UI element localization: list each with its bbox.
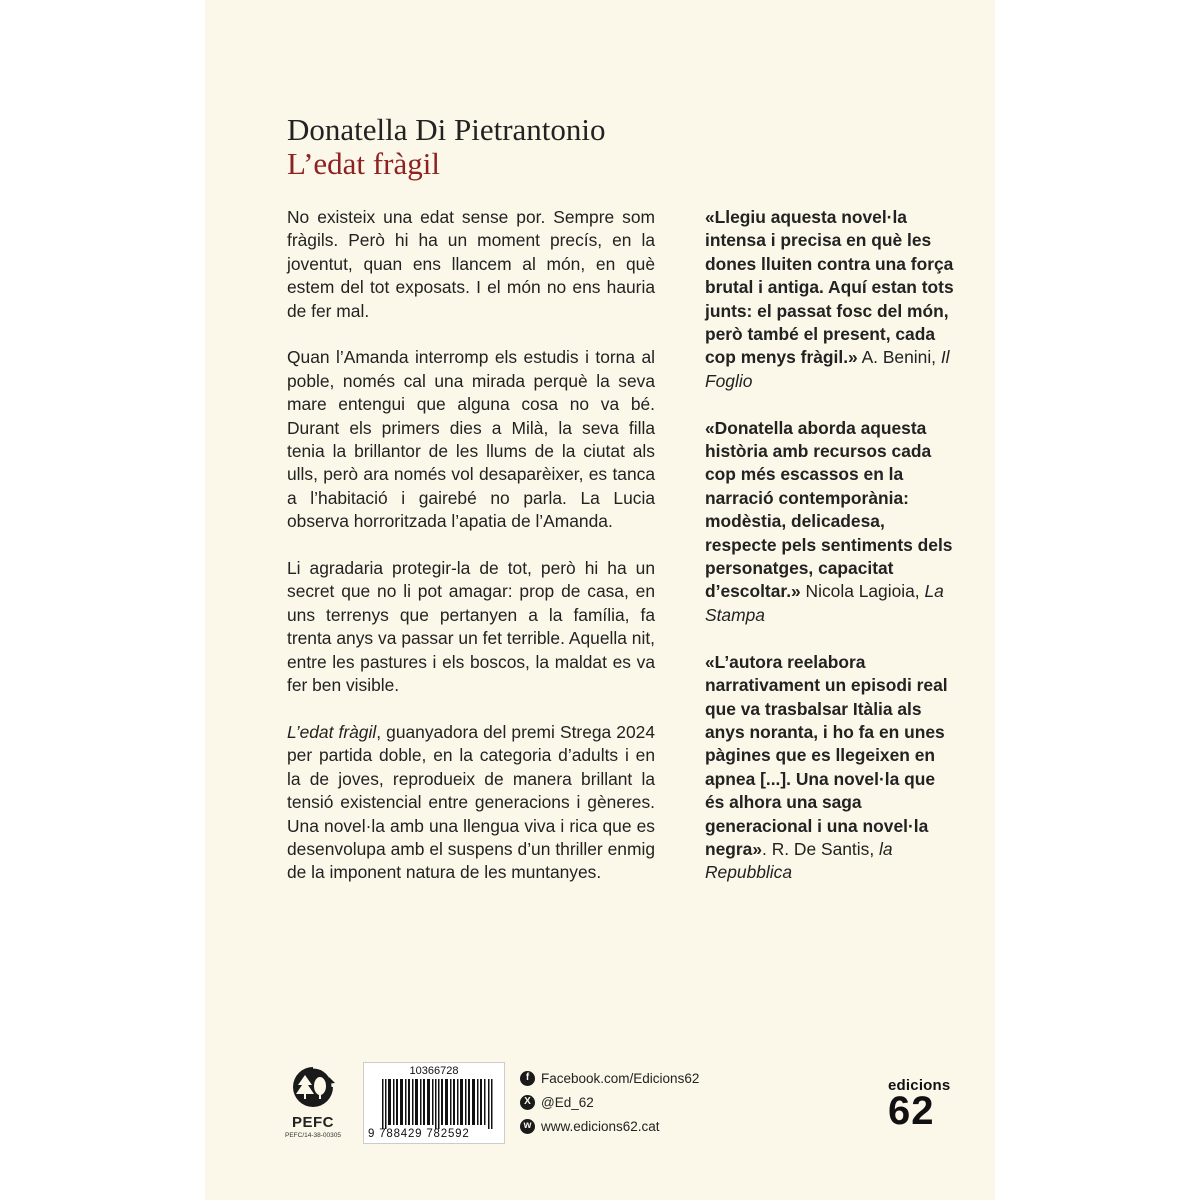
contact-website[interactable] bbox=[520, 1114, 699, 1138]
barcode bbox=[363, 1062, 505, 1144]
pefc-logo-icon bbox=[283, 1063, 343, 1109]
publisher-number: 62 bbox=[888, 1089, 935, 1133]
pefc-code: PEFC/14-38-00305 bbox=[284, 1132, 341, 1139]
quote-text: «Donatella aborda aquesta història amb recursos cada cop més escassos en la narració contemporània: modèstia, delicadesa, respecte pels sentiments dels personatges, capacitat d’escoltar.» bbox=[705, 417, 953, 602]
synopsis-paragraph: Li agradaria protegir-la de tot, però hi ha un secret que no li pot amagar: prop de casa, en uns terrenys que pertanyen a la família, fa trenta anys va passar un fet terrible. Aquella nit, entre les pastures i els boscos, la maldat es va fer ben visible. bbox=[287, 558, 655, 696]
pefc-label: PEFC bbox=[291, 1114, 334, 1131]
publisher-name: edicions bbox=[888, 1077, 951, 1094]
facebook-icon: f bbox=[520, 1071, 535, 1086]
barcode-bars-icon bbox=[382, 1079, 494, 1129]
synopsis-paragraph: No existeix una edat sense por. Sempre som fràgils. Però hi ha un moment precís, en la joventut, quan ens llancem al món, en què estem del tot exposats. I el món no ens hauria de fer mal. bbox=[287, 207, 655, 321]
x-icon: X bbox=[520, 1095, 535, 1110]
publication-name: Il Foglio bbox=[705, 347, 950, 391]
contact-label: www.edicions62.cat bbox=[541, 1118, 660, 1134]
contact-facebook[interactable] bbox=[520, 1066, 699, 1090]
publication-name: la Repubblica bbox=[705, 838, 893, 883]
review-quote bbox=[705, 206, 955, 393]
synopsis-paragraph bbox=[287, 721, 655, 885]
synopsis-text: , guanyadora del premi Strega 2024 per partida doble, en la categoria d’adults i en la de joves, reprodueix de manera brillant la tensió existencial entre generacions i gèneres. Una novel·la amb una llengua viva i rica que es desenvolupa amb el suspens d’un thriller enmig de la imponent natura de les muntanyes. bbox=[287, 721, 655, 883]
quotes-column bbox=[705, 206, 955, 908]
critic-name: Nicola Lagioia, bbox=[800, 581, 925, 602]
contact-label: @Ed_62 bbox=[541, 1094, 594, 1110]
author-name: Donatella Di Pietrantonio bbox=[287, 112, 606, 147]
quote-text: «Llegiu aquesta novel·la intensa i precisa en què les dones lluiten contra una força brutal i antiga. Aquí estan tots junts: el passat fosc del món, però també el present, cada cop menys fràgil.» bbox=[705, 207, 954, 368]
publisher-logo bbox=[888, 1077, 951, 1133]
synopsis-paragraph: Quan l’Amanda interromp els estudis i torna al poble, només cal una mirada perquè la seva mare entengui que alguna cosa no va bé. Durant els primers dies a Milà, la seva filla tenia la brillantor de les llums de la ciutat als ulls, però ara només vol desaparèixer, es tanca a l’habitació i gairebé no parla. La Lucia observa horroritzada l’apatia de l’Amanda. bbox=[287, 347, 655, 532]
review-quote bbox=[705, 651, 955, 885]
web-icon: w bbox=[520, 1119, 535, 1134]
review-quote bbox=[705, 417, 955, 628]
title-reference: L’edat fràgil bbox=[287, 721, 377, 742]
publisher-contacts bbox=[520, 1066, 699, 1138]
publication-name: La Stampa bbox=[705, 581, 944, 625]
contact-label: Facebook.com/Edicions62 bbox=[541, 1070, 700, 1086]
isbn-digits: 9 788429 782592 bbox=[368, 1128, 470, 1140]
critic-name: A. Benini, bbox=[857, 347, 941, 368]
critic-name: . R. De Santis, bbox=[762, 838, 879, 859]
barcode-reference: 10366728 bbox=[409, 1065, 459, 1077]
pefc-certification bbox=[283, 1063, 343, 1139]
quote-text: «L’autora reelabora narrativament un episodi real que va trasbalsar Itàlia als anys noranta, i ho fa en unes pàgines que es llegeixen en apnea [...]. Una novel·la que és alhora una saga generacional i una novel·la negra» bbox=[705, 651, 948, 859]
book-title: L’edat fràgil bbox=[287, 146, 440, 181]
contact-x[interactable] bbox=[520, 1090, 699, 1114]
synopsis-column bbox=[287, 206, 655, 908]
